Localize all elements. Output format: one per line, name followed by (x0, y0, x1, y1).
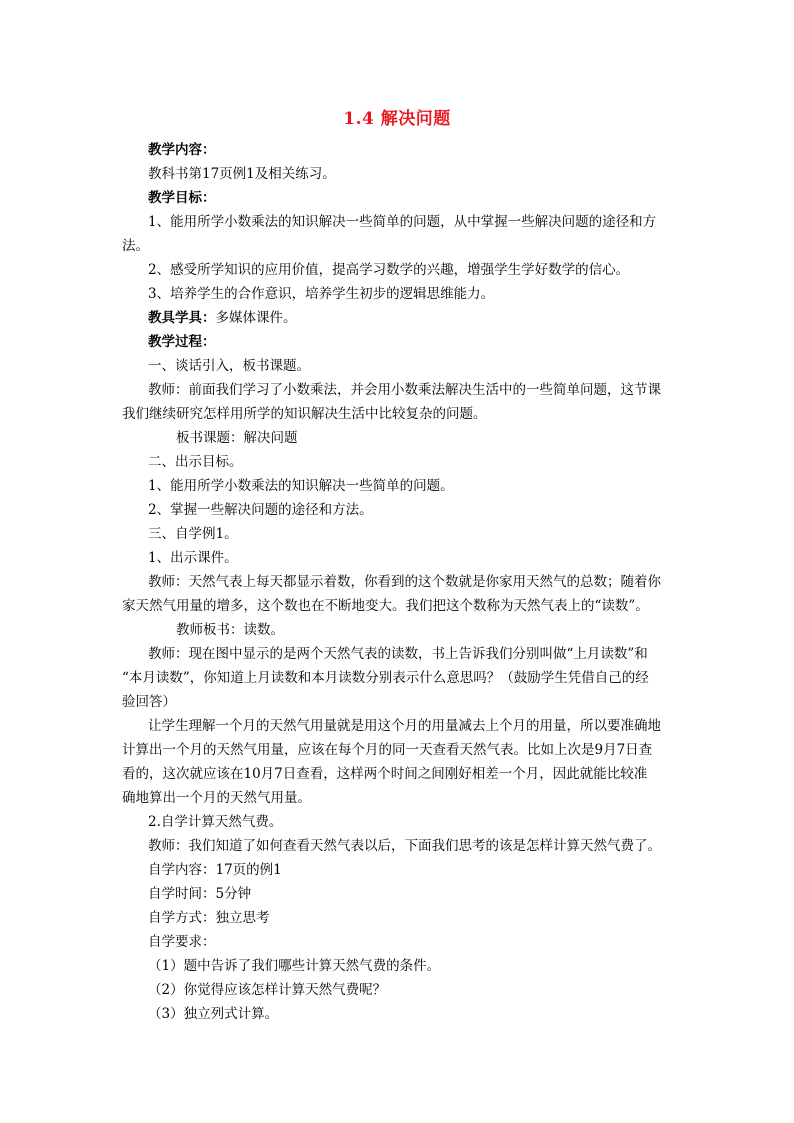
paragraph-line: 自学要求： (148, 934, 216, 950)
paragraph-line: 教师：我们知道了如何查看天然气表以后，下面我们思考的该是怎样计算天然气费了。 (148, 838, 661, 854)
paragraph-line: 家天然气用量的增多，这个数也在不断地变大。我们把这个数称为天然气表上的“读数”。 (122, 598, 649, 614)
list-item: （1）题中告诉了我们哪些计算天然气费的条件。 (148, 958, 441, 974)
heading-teaching-goals: 教学目标： (148, 190, 216, 206)
list-item: （2）你觉得应该怎样计算天然气费呢？ (148, 982, 387, 998)
paragraph-line: 2、掌握一些解决问题的途径和方法。 (148, 502, 373, 518)
paragraph-line: 确地算出一个月的天然气用量。 (122, 790, 311, 806)
paragraph-line: 计算出一个月的天然气用量，应该在每个月的同一天查看天然气表。比如上次是9月7日查 (122, 742, 653, 758)
heading-teaching-tools: 教具学具： (148, 310, 216, 326)
teaching-tools-line (148, 308, 297, 328)
heading-teaching-process: 教学过程： (148, 334, 216, 350)
paragraph-line: 验回答） (122, 694, 176, 710)
paragraph-line: 自学时间：5分钟 (148, 886, 252, 902)
paragraph-line: “本月读数”，你知道上月读数和本月读数分别表示什么意思吗？（鼓励学生凭借自己的经 (122, 670, 649, 686)
paragraph-line: 教师：现在图中显示的是两个天然气表的读数，书上告诉我们分别叫做“上月读数”和 (148, 646, 648, 662)
paragraph-line: 1、能用所学小数乘法的知识解决一些简单的问题。 (148, 478, 454, 494)
section-heading: 三、自学例1。 (148, 526, 238, 542)
paragraph-line: 教师板书：读数。 (176, 622, 284, 638)
paragraph-line: 教师：前面我们学习了小数乘法，并会用小数乘法解决生活中的一些简单问题，这节课 (148, 382, 661, 398)
paragraph-line: 自学方式：独立思考 (148, 910, 270, 926)
section-heading: 二、出示目标。 (148, 454, 243, 470)
teaching-tools-value: 多媒体课件。 (215, 310, 297, 326)
section-heading: 一、谈话引入，板书课题。 (148, 358, 310, 374)
paragraph-line: 1、能用所学小数乘法的知识解决一些简单的问题，从中掌握一些解决问题的途径和方 (148, 214, 657, 230)
paragraph-line: 2、感受所学知识的应用价值，提高学习数学的兴趣，增强学生学好数学的信心。 (148, 262, 630, 278)
paragraph-line: 1、出示课件。 (148, 550, 238, 566)
paragraph-line: 法。 (122, 238, 149, 254)
paragraph-line: 板书课题：解决问题 (176, 430, 298, 446)
paragraph-line: 让学生理解一个月的天然气用量就是用这个月的用量减去上个月的用量，所以要准确地 (148, 718, 661, 734)
paragraph-line: 3、培养学生的合作意识，培养学生初步的逻辑思维能力。 (148, 286, 495, 302)
paragraph-line: 看的，这次就应该在10月7日查看，这样两个时间之间刚好相差一个月，因此就能比较准 (122, 766, 648, 782)
paragraph-line: 教师：天然气表上每天都显示着数，你看到的这个数就是你家用天然气的总数；随着你 (148, 574, 661, 590)
paragraph-line: 自学内容：17页的例1 (148, 862, 282, 878)
paragraph-line: 2.自学计算天然气费。 (148, 814, 283, 830)
paragraph-line: 教科书第17页例1及相关练习。 (148, 166, 336, 182)
paragraph-line: 我们继续研究怎样用所学的知识解决生活中比较复杂的问题。 (122, 406, 487, 422)
list-item: （3）独立列式计算。 (148, 1006, 279, 1022)
page-title: 1.4 解决问题 (343, 109, 451, 129)
heading-teaching-content: 教学内容： (148, 142, 216, 158)
